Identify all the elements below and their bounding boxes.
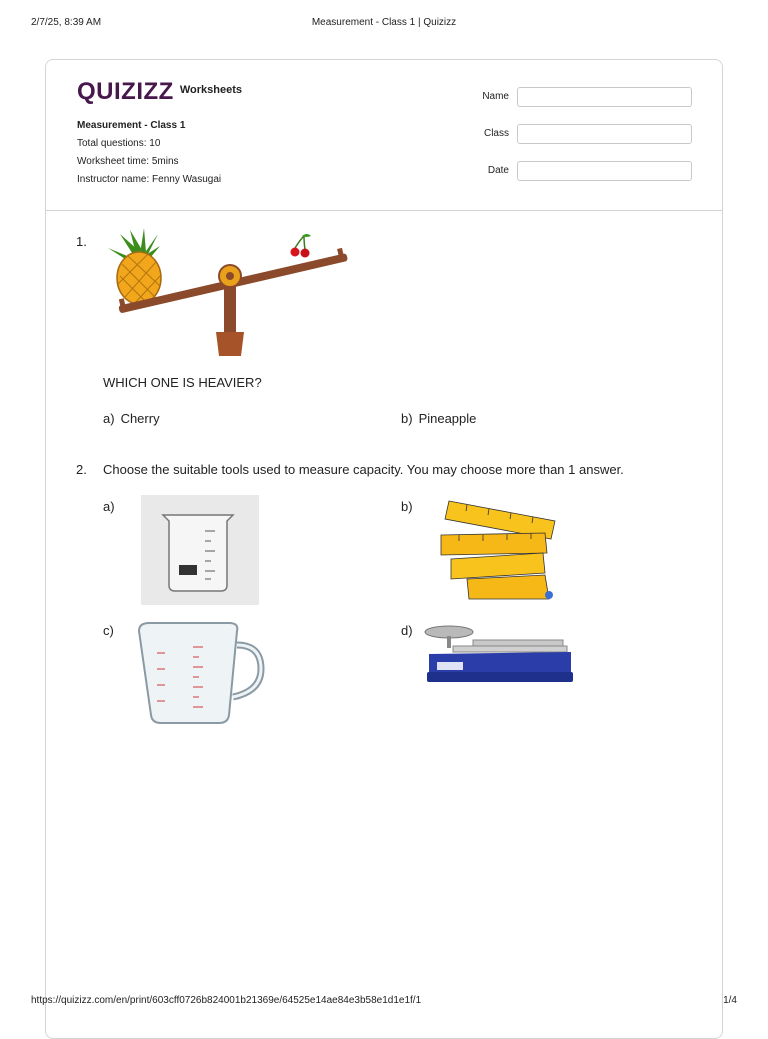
option-letter: b) [401, 499, 413, 514]
option-letter: c) [103, 623, 114, 638]
option-letter: a) [103, 411, 115, 426]
option-a[interactable] [103, 499, 115, 514]
option-label: Cherry [120, 411, 160, 426]
option-d[interactable] [401, 623, 413, 638]
quizizz-logo [77, 78, 242, 106]
worksheet-title: Measurement - Class 1 [77, 120, 186, 131]
date-label: Date [487, 165, 509, 176]
measuring-jug-image [133, 617, 265, 729]
option-letter: a) [103, 499, 115, 514]
option-label: Pineapple [418, 411, 477, 426]
total-questions: Total questions: 10 [77, 138, 161, 149]
question-text: WHICH ONE IS HEAVIER? [103, 375, 262, 390]
option-a[interactable] [103, 411, 160, 426]
logo-wordmark: QUIZIZZ [77, 78, 174, 105]
question-text: Choose the suitable tools used to measure capacity. You may choose more than 1 answer. [103, 462, 624, 477]
logo-subtitle: Worksheets [179, 84, 242, 96]
option-b[interactable] [401, 411, 476, 426]
worksheet-time: Worksheet time: 5mins [77, 156, 179, 167]
seesaw-image [100, 228, 355, 360]
beaker-image [141, 495, 259, 605]
print-page-number: 1/4 [723, 995, 737, 1006]
option-b[interactable] [401, 499, 413, 514]
measuring-tape-image [437, 495, 559, 607]
question-number: 1. [76, 234, 87, 249]
name-label: Name [482, 91, 509, 102]
option-c[interactable] [103, 623, 114, 638]
instructor-name: Instructor name: Fenny Wasugai [77, 174, 222, 185]
option-letter: b) [401, 411, 413, 426]
balance-scale-image [423, 622, 575, 686]
class-field[interactable] [517, 124, 692, 144]
name-field[interactable] [517, 87, 692, 107]
question-number: 2. [76, 462, 87, 477]
option-letter: d) [401, 623, 413, 638]
class-label: Class [483, 128, 509, 139]
print-url: https://quizizz.com/en/print/603cff0726b824001b21369e/64525e14ae84e3b58e1d1e1f/1 [31, 995, 422, 1006]
print-title: Measurement - Class 1 | Quizizz [311, 17, 457, 28]
worksheet-header [46, 60, 722, 211]
date-field[interactable] [517, 161, 692, 181]
print-date: 2/7/25, 8:39 AM [31, 17, 102, 28]
